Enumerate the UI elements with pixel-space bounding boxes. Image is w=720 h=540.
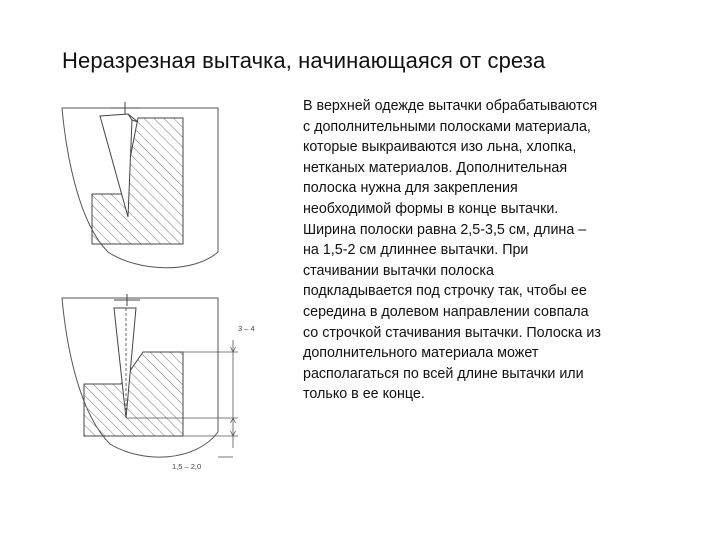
text-line: полоска нужна для закрепления [303, 180, 518, 197]
dimension-label-top: 3 – 4 [238, 324, 255, 333]
text-line: только в ее конце. [303, 386, 425, 403]
bottom-notch [114, 294, 140, 306]
text-line: на 1,5-2 см длиннее вытачки. При [303, 242, 529, 259]
dart-diagram [48, 92, 288, 482]
description-text [303, 96, 653, 405]
slide-title: Неразрезная вытачка, начинающаяся от среза [62, 48, 546, 73]
text-line: необходимой формы в конце вытачки. [303, 200, 559, 217]
text-line: середина в долевом направлении совпала [303, 303, 589, 320]
text-line: В верхней одежде вытачки обрабатываются [303, 98, 598, 114]
text-line: нетканых материалов. Дополнительная [303, 159, 568, 176]
text-line: которые выкраиваются изо льна, хлопка, [303, 139, 577, 156]
bottom-garment-piece [62, 294, 238, 457]
text-line: подкладывается под строчку так, чтобы ее [303, 283, 587, 300]
text-line: дополнительного материала может [303, 345, 539, 362]
bottom-reinforcement-strip [84, 352, 183, 436]
text-line: стачивании вытачки полоска [303, 262, 494, 279]
dimension-label-bottom: 1,5 – 2,0 [172, 462, 202, 471]
text-line: с дополнительными полосками материала, [303, 118, 591, 135]
top-garment-piece [62, 102, 218, 268]
text-line: со строчкой стачивания вытачки. Полоска из [303, 324, 601, 341]
top-notch [110, 102, 140, 114]
text-line: располагаться по всей длине вытачки или [303, 365, 584, 382]
text-line: Ширина полоски равна 2,5-3,5 см, длина – [303, 221, 587, 238]
